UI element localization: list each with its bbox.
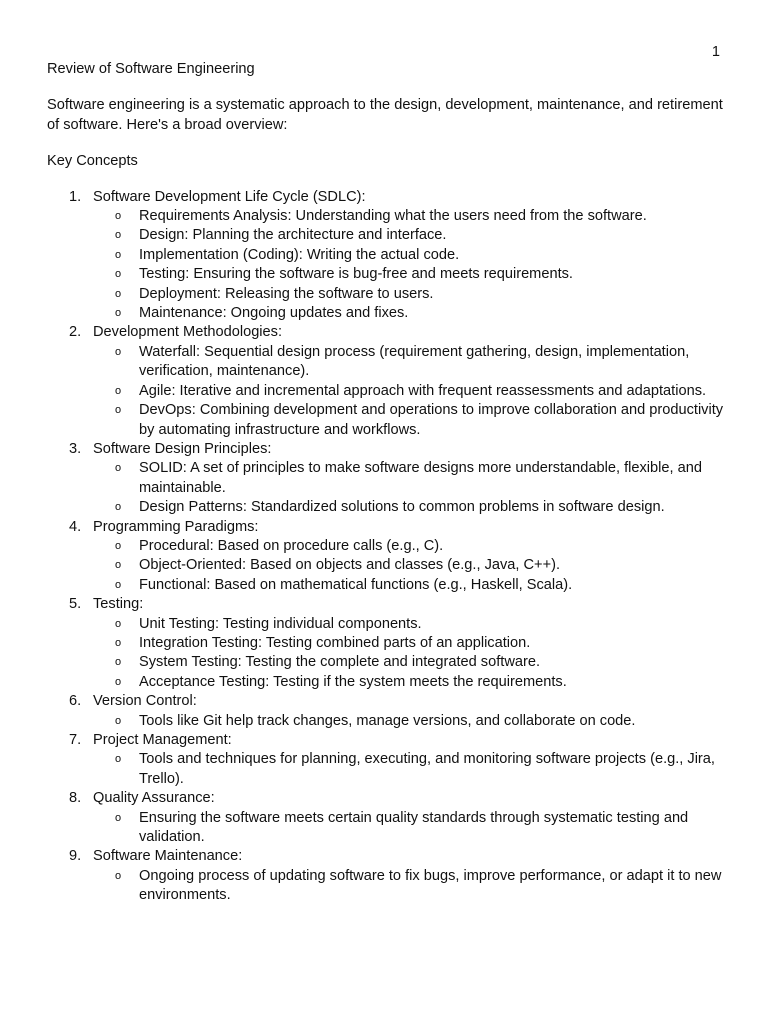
concept-number: 1. <box>69 188 82 205</box>
bullet-icon: o <box>115 345 122 358</box>
bullet-icon: o <box>115 753 122 766</box>
subitem <box>93 304 727 323</box>
bullet-icon: o <box>115 229 122 242</box>
subitem <box>93 673 727 692</box>
subitem-text: Tools and techniques for planning, executing, and monitoring software projects (e.g., Jira, Trello). <box>139 751 715 787</box>
subitem <box>93 712 727 731</box>
concept-subitems <box>93 343 727 440</box>
subitem-text: Tools like Git help track changes, manage versions, and collaborate on code. <box>139 712 636 729</box>
subitem <box>93 537 727 556</box>
subitem-text: DevOps: Combining development and operations to improve collaboration and productivity by automating infrastructure and workflows. <box>139 402 724 438</box>
subitem-text: System Testing: Testing the complete and integrated software. <box>139 654 541 671</box>
bullet-icon: o <box>115 501 122 514</box>
document-title: Review of Software Engineering <box>47 61 255 77</box>
subitem-text: Requirements Analysis: Understanding what the users need from the software. <box>139 208 647 225</box>
concept-item <box>47 731 727 789</box>
bullet-icon: o <box>115 559 122 572</box>
concept-number: 2. <box>69 324 82 341</box>
subitem <box>93 401 727 440</box>
subitem <box>93 615 727 634</box>
subitem-text: Integration Testing: Testing combined parts of an application. <box>139 634 531 651</box>
subitem-text: Agile: Iterative and incremental approach with frequent reassessments and adaptations. <box>139 382 707 399</box>
concept-number: 6. <box>69 693 82 710</box>
subitem <box>93 809 727 848</box>
concept-item <box>47 518 727 596</box>
bullet-icon: o <box>115 636 122 649</box>
subitem-text: Maintenance: Ongoing updates and fixes. <box>139 305 409 322</box>
concept-number: 4. <box>69 518 82 535</box>
bullet-icon: o <box>115 248 122 261</box>
concept-item <box>47 188 727 324</box>
bullet-icon: o <box>115 287 122 300</box>
concept-subitems <box>93 207 727 323</box>
intro-paragraph: Software engineering is a systematic approach to the design, development, maintenance, and retirement of software. Here's a broad overview: <box>47 97 723 133</box>
subitem <box>93 634 727 653</box>
bullet-icon: o <box>115 462 122 475</box>
subitem-text: Deployment: Releasing the software to users. <box>139 285 434 302</box>
bullet-icon: o <box>115 714 122 727</box>
concept-heading: Version Control: <box>93 693 197 710</box>
concept-heading: Development Methodologies: <box>93 324 283 341</box>
bullet-icon: o <box>115 268 122 281</box>
page-number: 1 <box>711 44 720 60</box>
concept-item <box>47 692 727 731</box>
concept-number: 7. <box>69 732 82 748</box>
subitem <box>93 343 727 382</box>
concept-heading: Software Maintenance: <box>93 848 243 865</box>
bullet-icon: o <box>115 578 122 591</box>
concept-subitems <box>93 809 727 848</box>
concept-number: 8. <box>69 790 82 807</box>
concept-subitems <box>93 750 727 789</box>
subitem <box>93 382 727 401</box>
subitem <box>93 459 727 498</box>
subitem <box>93 246 727 265</box>
concept-heading: Project Management: <box>93 732 232 748</box>
bullet-icon: o <box>115 675 122 688</box>
subitem-text: Testing: Ensuring the software is bug-free and meets requirements. <box>139 266 573 283</box>
subitem-text: Implementation (Coding): Writing the actual code. <box>139 246 460 263</box>
subitem-text: Unit Testing: Testing individual components. <box>139 615 422 632</box>
subitem <box>93 285 727 304</box>
bullet-icon: o <box>115 656 122 669</box>
subitem <box>93 556 727 575</box>
subitem-text: Ongoing process of updating software to fix bugs, improve performance, or adapt it to new environments. <box>139 867 722 904</box>
document-body <box>47 60 727 906</box>
concept-heading: Testing: <box>93 596 144 613</box>
bullet-icon: o <box>115 307 122 320</box>
concept-heading: Software Development Life Cycle (SDLC): <box>93 188 366 205</box>
subitem <box>93 498 727 517</box>
subitem-text: Object-Oriented: Based on objects and classes (e.g., Java, C++). <box>139 557 561 574</box>
subitem-text: Procedural: Based on procedure calls (e.g., C). <box>139 537 444 554</box>
concept-number: 3. <box>69 440 82 457</box>
subitem-text: Design Patterns: Standardized solutions to common problems in software design. <box>139 499 665 516</box>
bullet-icon: o <box>115 811 122 824</box>
concept-item <box>47 595 727 692</box>
concept-subitems <box>93 712 727 731</box>
concept-heading: Quality Assurance: <box>93 790 215 807</box>
concept-item <box>47 440 727 518</box>
subitem-text: Design: Planning the architecture and interface. <box>139 227 447 244</box>
concept-item <box>47 789 727 847</box>
subitem-text: Ensuring the software meets certain quality standards through systematic testing and validation. <box>139 809 689 846</box>
bullet-icon: o <box>115 384 122 397</box>
concept-heading: Programming Paradigms: <box>93 518 259 535</box>
subitem <box>93 653 727 672</box>
concept-subitems <box>93 867 727 906</box>
subitem <box>93 576 727 595</box>
concept-item <box>47 847 727 905</box>
concept-heading: Software Design Principles: <box>93 440 272 457</box>
subitem <box>93 207 727 226</box>
bullet-icon: o <box>115 210 122 223</box>
subitem <box>93 867 727 906</box>
bullet-icon: o <box>115 404 122 417</box>
subitem <box>93 226 727 245</box>
subitem-text: Waterfall: Sequential design process (requirement gathering, design, implementation, verification, maintenance). <box>139 343 690 380</box>
concept-subitems <box>93 615 727 693</box>
bullet-icon: o <box>115 539 122 552</box>
concept-number: 5. <box>69 596 82 613</box>
bullet-icon: o <box>115 617 122 630</box>
subitem <box>93 750 727 789</box>
concept-subitems <box>93 537 727 595</box>
subitem-text: Functional: Based on mathematical functions (e.g., Haskell, Scala). <box>139 576 573 593</box>
concepts-list <box>47 188 727 906</box>
concept-number: 9. <box>69 848 82 865</box>
subitem-text: SOLID: A set of principles to make software designs more understandable, flexible, and maintainable. <box>139 460 702 496</box>
section-heading: Key Concepts <box>47 153 138 170</box>
concept-subitems <box>93 459 727 517</box>
bullet-icon: o <box>115 869 122 882</box>
subitem <box>93 265 727 284</box>
concept-item <box>47 323 727 439</box>
subitem-text: Acceptance Testing: Testing if the system meets the requirements. <box>139 673 567 690</box>
